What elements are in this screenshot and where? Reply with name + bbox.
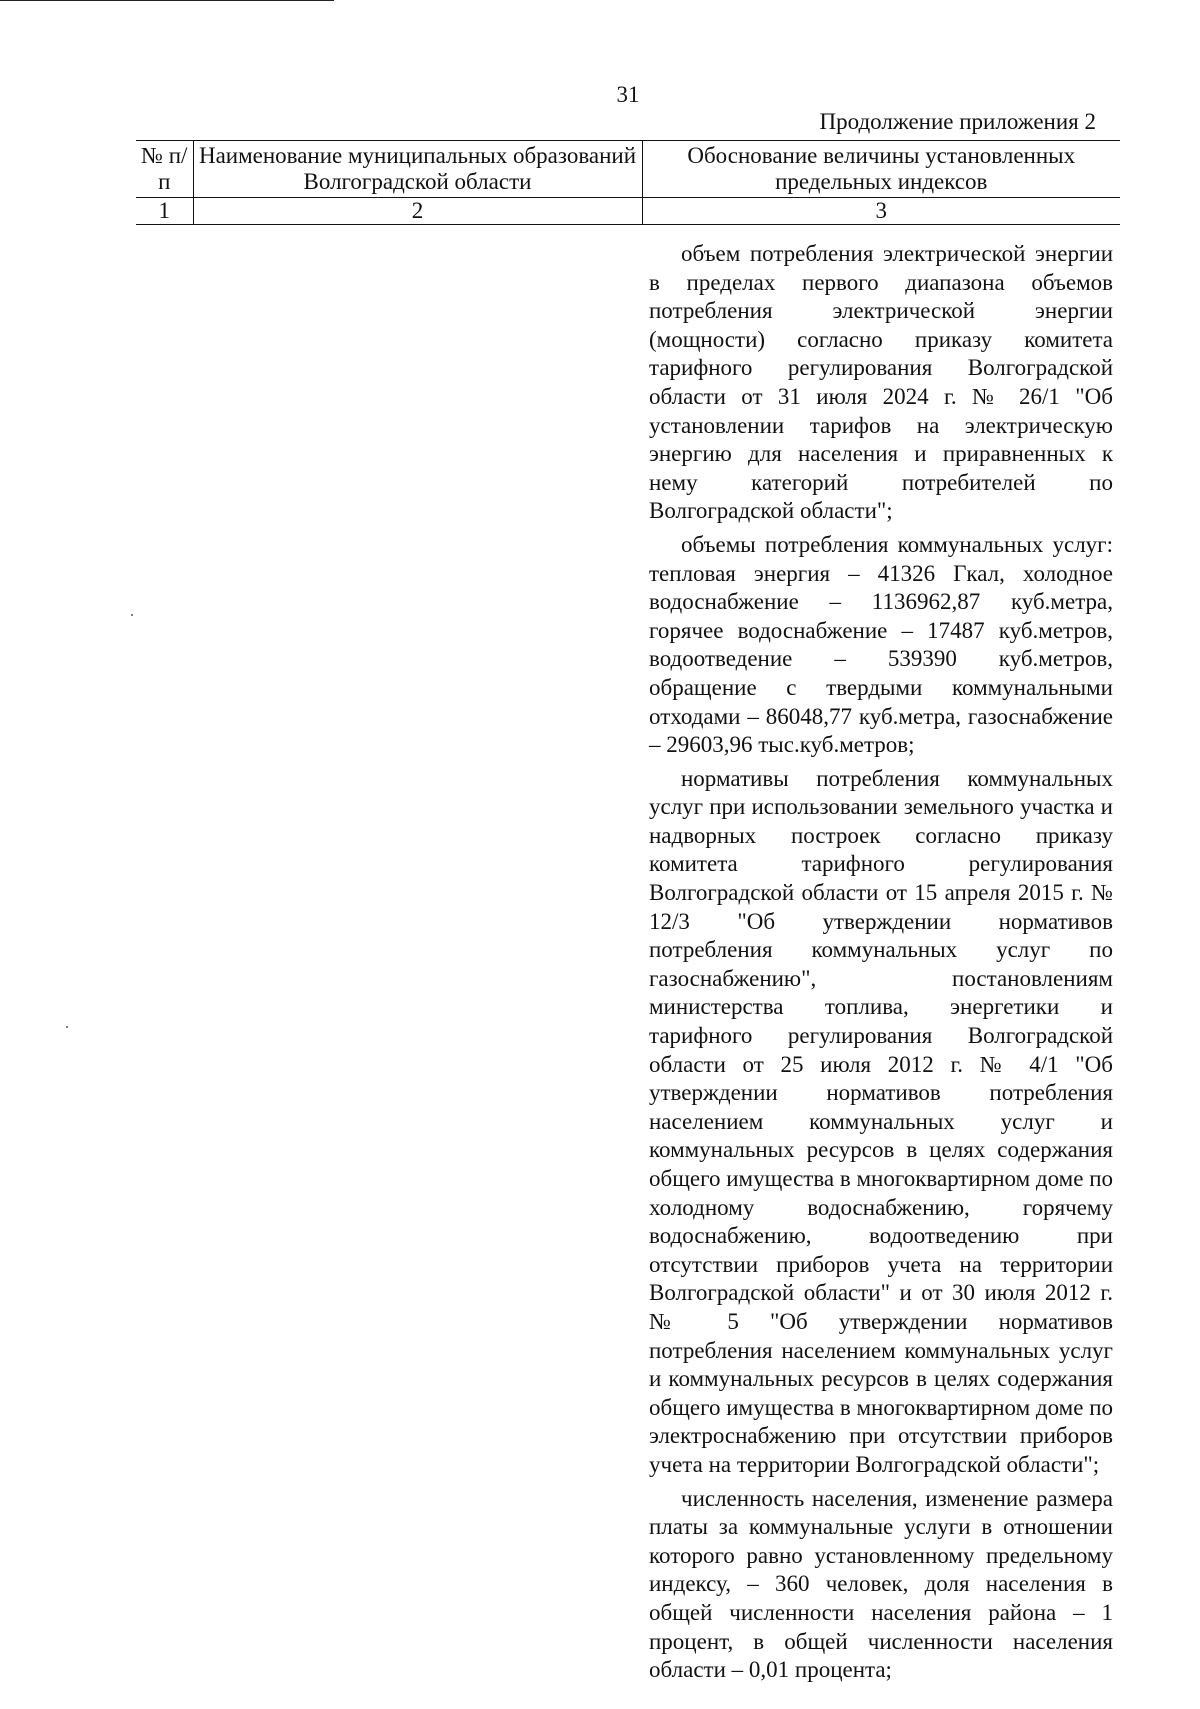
appendix-table (136, 140, 1120, 225)
column-number-3: 3 (642, 198, 1120, 225)
paragraph-electricity-volume: объем потребления электрической энергии в пределах первого диапазона объемов потребления электрической энергии (мощности) согласно приказу комитета тарифного регулирования Волгоградской области от 31 июля 2024 г. № 26/1 "Об установлении тарифов на электрическую энергию для населения и приравненных к нему категорий потребителей по Волгоградской области"; (649, 241, 1113, 524)
paragraph-consumption-norms: нормативы потребления коммунальных услуг при использовании земельного участка и надворных построек согласно приказу комитета тарифного регулирования Волгоградской области от 15 апреля 2015 г. № 12/3 "Об утверждении нормативов потребления коммунальных услуг по газоснабжению", постановлениям министерства топлива, энергетики и тарифного регулирования Волгоградской области от 25 июля 2012 г. № 4/1 "Об утверждении нормативов потребления населением коммунальных услуг и коммунальных ресурсов в целях содержания общего имущества в многоквартирном доме по холодному водоснабжению, горячему водоснабжению, водоотведению при отсутствии приборов учета на территории Волгоградской области" и от 30 июля 2012 г. № 5 "Об утверждении нормативов потребления населением коммунальных услуг и коммунальных ресурсов в целях содержания общего имущества в многоквартирном доме по электроснабжению при отсутствии приборов учета на территории Волгоградской области"; (649, 765, 1113, 1477)
paragraph-utility-volumes: объемы потребления коммунальных услуг: тепловая энергия – 41326 Гкал, холодное водоснабжение – 1136962,87 куб.метра, горячее водоснабжение – 17487 куб.метров, водоотведение – 539390 куб.метров, обращение с твердыми коммунальными отходами – 86048,77 куб.метра, газоснабжение – 29603,96 тыс.куб.метров; (649, 531, 1113, 758)
appendix-continuation: Продолжение приложения 2 (819, 109, 1096, 134)
scan-edge-line (0, 0, 334, 1)
scan-speck (66, 1026, 68, 1028)
column-number-1: 1 (158, 198, 170, 223)
justification-text (649, 240, 1113, 1690)
column-number-row (136, 198, 1120, 225)
header-justification: Обоснование величины установленных предельных индексов (642, 141, 1120, 198)
paragraph-population: численность населения, изменение размера платы за коммунальные услуги в отношении которого равно установленному предельному индексу, – 360 человек, доля населения в общей численности населения района – 1 процент, в общей численности населения области – 0,01 процента; (649, 1485, 1113, 1683)
table-header-row (136, 141, 1120, 198)
page-number: 31 (616, 82, 640, 107)
header-number: № п/п (141, 143, 188, 194)
scan-speck (131, 614, 133, 616)
column-number-2: 2 (193, 198, 642, 225)
header-municipality: Наименование муниципальных образований Волгоградской области (193, 141, 642, 198)
